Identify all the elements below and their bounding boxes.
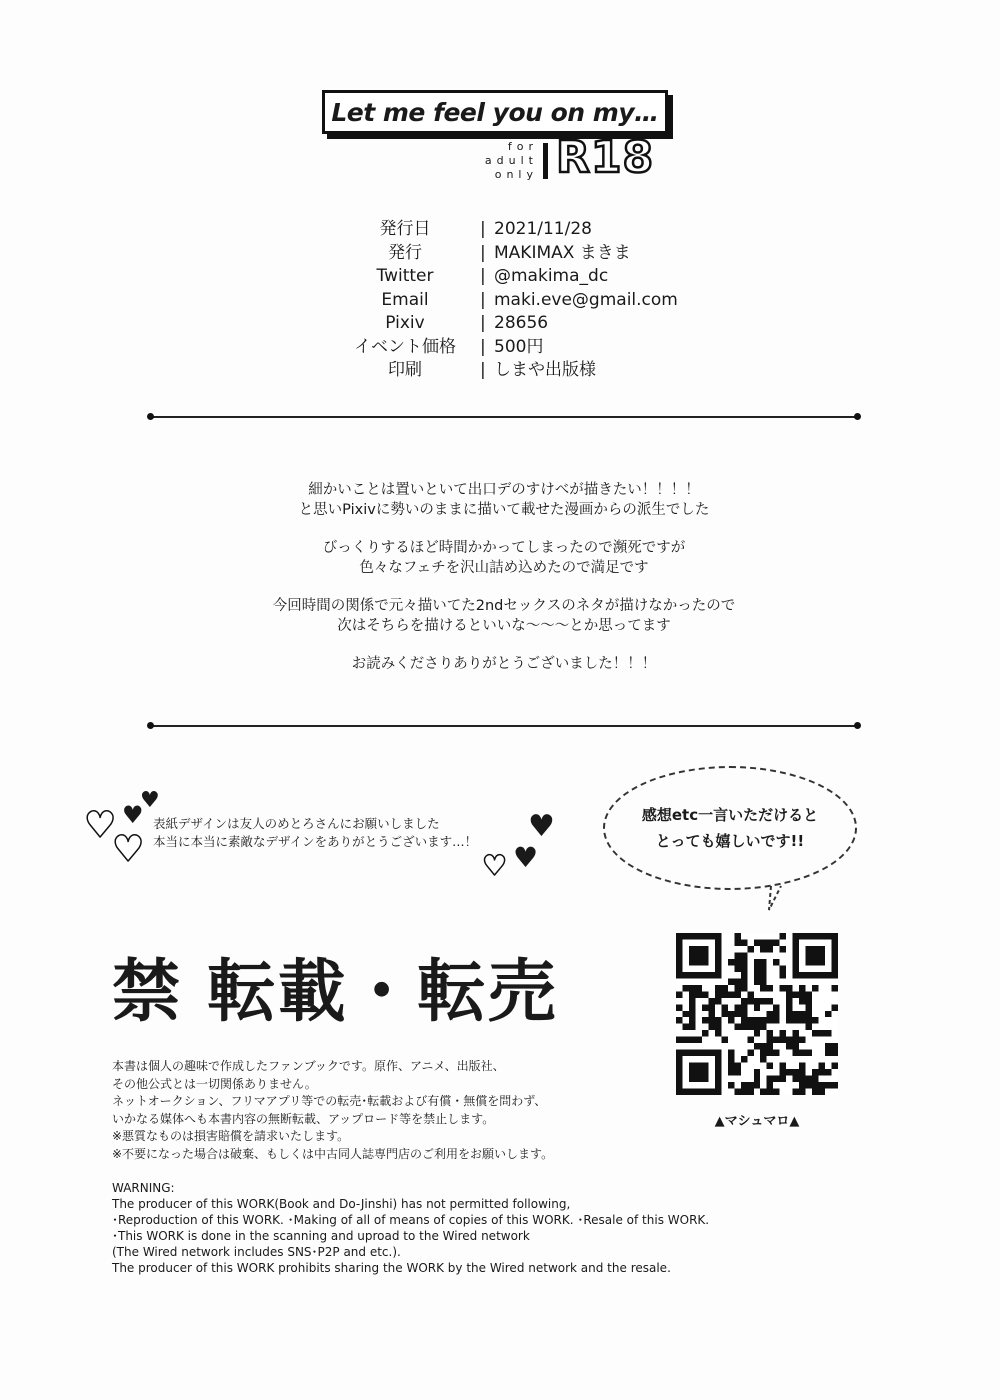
disclaimer-line: ※不要になった場合は破棄、もしくは中古同人誌専門店のご利用をお願いします。 xyxy=(112,1146,554,1161)
bubble-line: 感想etc一言いただけると xyxy=(641,806,819,824)
afterword-line: 細かいことは置いといて出口デのすけべが描きたい！！！！ xyxy=(308,482,700,498)
section-divider xyxy=(150,416,858,418)
heart-icon: ♥ xyxy=(140,788,160,813)
colophon-row xyxy=(330,242,678,266)
disclaimer-line: 本書は個人の趣味で作成したファンブックです。原作、アニメ、出版社、 xyxy=(112,1059,505,1073)
afterword-line: びっくりするほど時間かかってしまったので瀕死ですが xyxy=(322,540,686,556)
adult-line: for xyxy=(507,140,538,153)
prohibition-heading: 禁 転載・転売 xyxy=(112,953,558,1032)
colophon-label: イベント価格 xyxy=(354,336,456,357)
qr-caption: ▲マシュマロ▲ xyxy=(714,1114,800,1129)
heart-icon: ♥ xyxy=(528,809,555,844)
colophon-value: 500円 xyxy=(494,336,544,357)
warning-notice xyxy=(112,1180,709,1276)
warning-line: The producer of this WORK prohibits sharing the WORK by the Wired network and the resale. xyxy=(112,1261,671,1275)
colophon-value: MAKIMAX まきま xyxy=(494,242,631,263)
colophon-separator: | xyxy=(480,336,486,357)
afterword-paragraph xyxy=(150,538,858,578)
adult-line: only xyxy=(494,168,538,181)
adult-line: adult xyxy=(484,154,538,167)
colophon xyxy=(330,218,678,383)
disclaimer-line: ※悪質なものは損害賠償を請求いたします。 xyxy=(112,1129,350,1143)
colophon-separator: | xyxy=(480,289,486,310)
rating-divider xyxy=(543,143,548,179)
adult-only-label xyxy=(458,140,538,182)
warning-line: (The Wired network includes SNS･P2P and etc.). xyxy=(112,1245,401,1259)
section-divider xyxy=(150,725,858,727)
afterword-line: 今回時間の関係で元々描いてた2ndセックスのネタが描けなかったので xyxy=(272,598,736,614)
colophon-value: 2021/11/28 xyxy=(494,219,592,239)
afterword-paragraph xyxy=(150,480,858,520)
afterword-paragraph xyxy=(150,596,858,636)
heart-icon: ♥ xyxy=(112,829,145,870)
disclaimer-line: ネットオークション、フリマアプリ等での転売･転載および有償・無償を問わず、 xyxy=(112,1094,547,1108)
afterword-line: 次はそちらを描けるといいな〜〜〜とか思ってます xyxy=(337,618,671,634)
warning-line: The producer of this WORK(Book and Do-Jinshi) has not permitted following, xyxy=(112,1197,571,1211)
warning-line: ･Reproduction of this WORK. ･Making of all of means of copies of this WORK. ･Resale of this WORK. xyxy=(112,1213,710,1227)
feedback-bubble xyxy=(603,766,857,890)
colophon-separator: | xyxy=(480,313,486,333)
colophon-row xyxy=(330,265,678,289)
colophon-separator: | xyxy=(480,242,486,263)
qr-code-icon[interactable] xyxy=(676,933,838,1095)
heart-icon: ♥ xyxy=(513,841,539,874)
title-logo: Let me feel you on my… xyxy=(322,90,668,134)
cover-design-thanks xyxy=(153,815,477,851)
colophon-row xyxy=(330,312,678,336)
afterword-line: お読みくださりありがとうございました！！！ xyxy=(351,656,657,672)
colophon-row xyxy=(330,336,678,360)
disclaimer-line: その他公式とは一切関係ありません。 xyxy=(112,1076,317,1091)
heart-icon: ♥ xyxy=(482,849,508,882)
colophon-row xyxy=(330,289,678,313)
thanks-line: 表紙デザインは友人のめとろさんにお願いしました xyxy=(153,816,440,831)
colophon-value: 28656 xyxy=(494,313,549,333)
heart-icon: ♥ xyxy=(84,805,117,846)
warning-line: ･This WORK is done in the scanning and uproad to the Wired network xyxy=(112,1229,530,1243)
colophon-separator: | xyxy=(480,360,486,380)
disclaimer-line: いかなる媒体へも本書内容の無断転載、アップロード等を禁止します。 xyxy=(112,1111,495,1126)
afterword-line: と思いPixivに勢いのままに描いて載せた漫画からの派生でした xyxy=(298,502,710,518)
colophon-value: maki.eve@gmail.com xyxy=(494,289,678,310)
colophon-value: しまや出版様 xyxy=(494,360,596,380)
colophon-row xyxy=(330,218,678,242)
colophon-separator: | xyxy=(480,219,486,239)
disclaimer xyxy=(112,1058,553,1163)
afterword xyxy=(150,480,858,692)
afterword-line: 色々なフェチを沢山詰め込めたので満足です xyxy=(359,560,649,576)
afterword-paragraph xyxy=(150,654,858,674)
colophon-label: Twitter xyxy=(376,266,434,286)
bubble-line: とっても嬉しいです!! xyxy=(655,832,805,850)
colophon-label: 発行 xyxy=(388,242,422,263)
thanks-line: 本当に本当に素敵なデザインをありがとうございます…！ xyxy=(153,834,478,849)
rating-badge: R18 xyxy=(556,132,655,183)
colophon-row xyxy=(330,359,678,383)
heart-icon: ♥ xyxy=(122,801,144,829)
bubble-tail-icon xyxy=(765,884,785,914)
colophon-separator: | xyxy=(480,266,486,286)
colophon-label: Email xyxy=(381,289,429,310)
colophon-label: Pixiv xyxy=(385,313,425,333)
colophon-label: 発行日 xyxy=(379,219,431,239)
warning-line: WARNING: xyxy=(112,1181,175,1195)
colophon-value: @makima_dc xyxy=(494,266,609,286)
colophon-label: 印刷 xyxy=(388,360,422,380)
